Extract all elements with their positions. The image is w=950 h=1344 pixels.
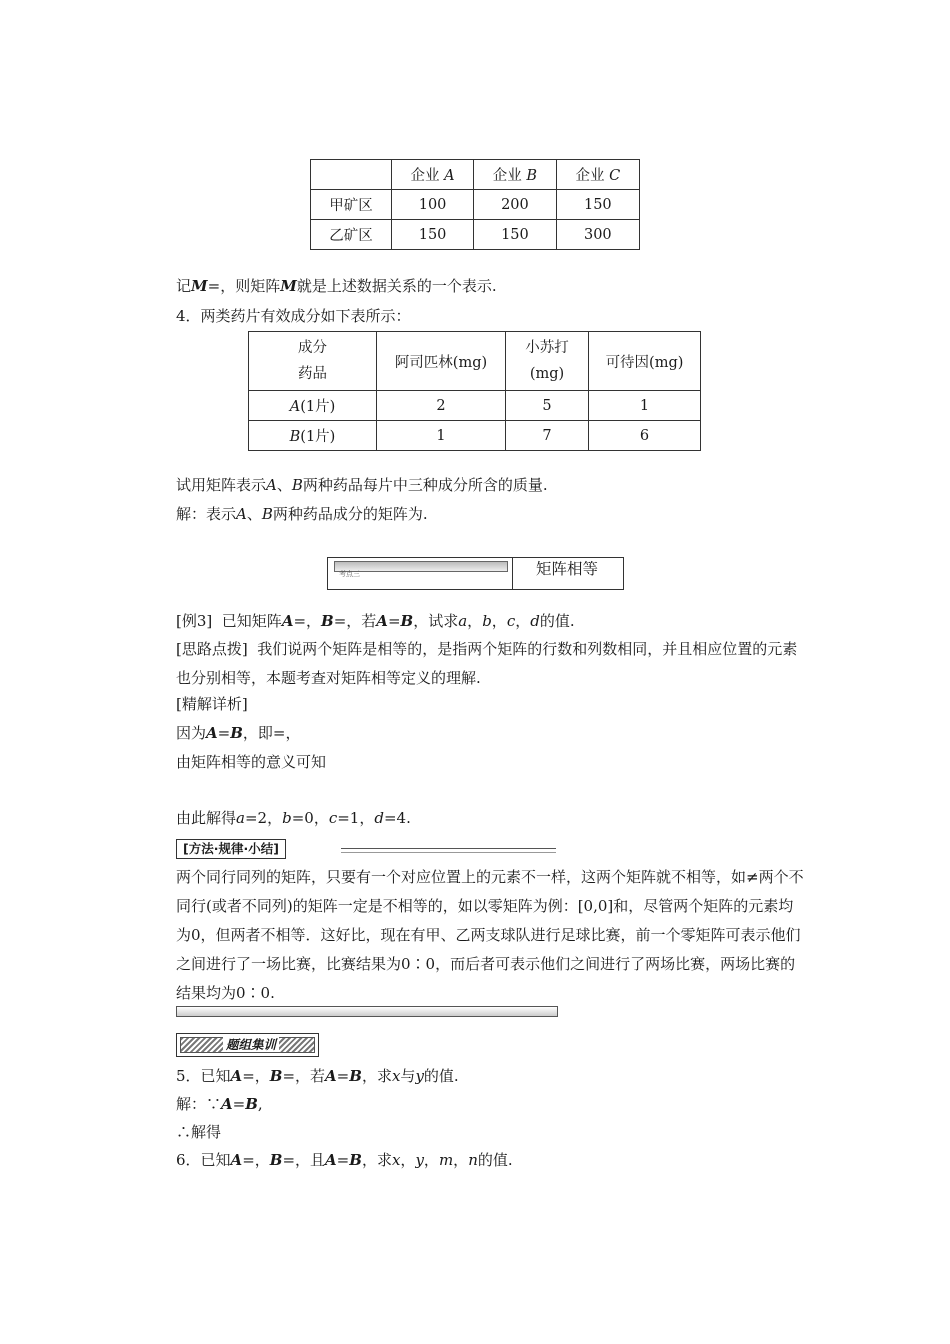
- table-row: [249, 391, 701, 421]
- table-cell: 5: [506, 391, 589, 421]
- table-cell: 150: [474, 220, 556, 250]
- table-cell: 100: [392, 190, 474, 220]
- table-header-cell: 小苏打 (mg): [506, 332, 589, 391]
- method-rule: [341, 848, 556, 853]
- because-line: 因为A=B，即=，: [176, 724, 301, 742]
- table-row: [311, 220, 640, 250]
- drill-heading: [176, 1033, 319, 1057]
- table-header-cell: 企业 B: [474, 160, 556, 190]
- section-heading-box: [327, 557, 624, 590]
- section-end-bar: [176, 1006, 558, 1017]
- table-corner: 成分 药品: [249, 332, 377, 391]
- table-cell: B(1片): [249, 421, 377, 451]
- question-6: 6．已知A=，B=，且A=B，求x，y，m，n的值.: [176, 1151, 513, 1169]
- table-header-cell: 可待因(mg): [589, 332, 701, 391]
- table-corner: [311, 160, 392, 190]
- matrix-m-line: 记M=，则矩阵M就是上述数据关系的一个表示.: [176, 277, 497, 295]
- method-label: [方法·规律·小结]: [176, 839, 286, 859]
- table-cell: 150: [392, 220, 474, 250]
- table-header-cell: 企业 A: [392, 160, 474, 190]
- table-row: [311, 190, 640, 220]
- table-cell: 甲矿区: [311, 190, 392, 220]
- medicine-table: [248, 331, 701, 451]
- question-4-solution: 解：表示A、B两种药品成分的矩阵为.: [176, 505, 428, 523]
- example-3: [例3] 已知矩阵A=，B=，若A=B，试求a，b，c，d的值.: [176, 612, 575, 630]
- question-5-solution-2: ∴解得: [176, 1123, 222, 1141]
- result-line: 由此解得a=2，b=0，c=1，d=4.: [176, 809, 411, 827]
- table-cell: 2: [377, 391, 506, 421]
- table-cell: 1: [377, 421, 506, 451]
- section-title: 矩阵相等: [536, 560, 599, 578]
- meaning-line: 由矩阵相等的意义可知: [176, 753, 327, 771]
- table-cell: 1: [589, 391, 701, 421]
- table-cell: 150: [556, 190, 639, 220]
- table-cell: 6: [589, 421, 701, 451]
- section-tag-label: 考点三: [339, 570, 360, 578]
- summary-paragraph: 两个同行同列的矩阵，只要有一个对应位置上的元素不一样，这两个矩阵就不相等，如≠两个不同行(或者不同列)的矩阵一定是不相等的，如以零矩阵为例：[0,0]和，尽管两个矩阵的元素均为0，但两者不相等．这好比，现在有甲、乙两支球队进行足球比赛，前一个零矩阵可表示他们之间进行了一场比赛，比赛结果为0∶0，而后者可表示他们之间进行了两场比赛，两场比赛的结果均为0∶0.: [176, 868, 804, 1002]
- detail-tag: [精解详析]: [176, 695, 248, 713]
- drill-label: 题组集训: [223, 1037, 279, 1052]
- table-header-row: [311, 160, 640, 190]
- method-summary-heading: [176, 839, 556, 859]
- table-cell: A(1片): [249, 391, 377, 421]
- table-cell: 7: [506, 421, 589, 451]
- question-4-ask: 试用矩阵表示A、B两种药品每片中三种成分所含的质量.: [176, 476, 548, 494]
- mining-table: [310, 159, 640, 250]
- table-cell: 乙矿区: [311, 220, 392, 250]
- table-header-cell: 阿司匹林(mg): [377, 332, 506, 391]
- hint-paragraph: [思路点拨] 我们说两个矩阵是相等的，是指两个矩阵的行数和列数相同，并且相应位置的元素也分别相等，本题考查对矩阵相等定义的理解.: [176, 640, 798, 687]
- table-header-cell: 企业 C: [556, 160, 639, 190]
- table-header-row: [249, 332, 701, 391]
- section-tag-bar: [334, 561, 508, 578]
- question-5: 5．已知A=，B=，若A=B，求x与y的值.: [176, 1067, 459, 1085]
- table-cell: 300: [556, 220, 639, 250]
- table-cell: 200: [474, 190, 556, 220]
- table-row: [249, 421, 701, 451]
- question-5-solution: 解：∵A=B,: [176, 1095, 263, 1113]
- divider: [512, 558, 513, 589]
- question-4: 4．两类药片有效成分如下表所示：: [176, 307, 411, 325]
